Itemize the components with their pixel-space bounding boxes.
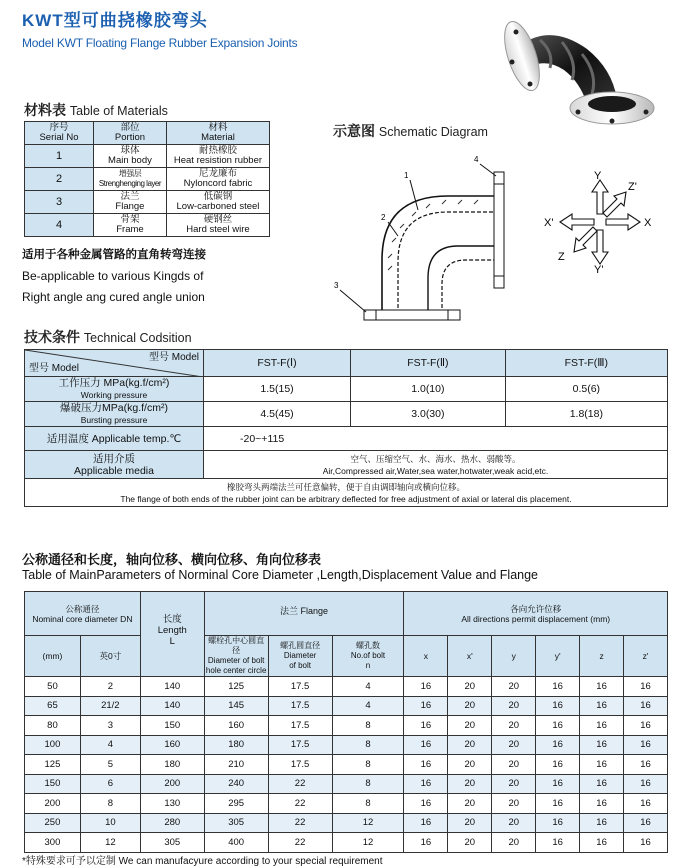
table-row: 工作压力 MPa(kg.f/cm²) Working pressure 1.5(15) 1.0(10) 0.5(6) [25, 377, 668, 402]
svg-text:Z': Z' [628, 181, 637, 193]
table-row: 4 骨架 Frame 硬钢丝 Hard steel wire [25, 214, 270, 237]
table-cell: 17.5 [268, 677, 332, 697]
table-cell: 160 [204, 716, 268, 736]
table-cell: 20 [448, 735, 492, 755]
table-cell: 17.5 [268, 696, 332, 716]
table-cell: 100 [25, 735, 81, 755]
table-cell: 20 [448, 813, 492, 833]
table-cell: 20 [448, 794, 492, 814]
table-cell: 6 [80, 774, 140, 794]
table-row [25, 677, 668, 697]
table-cell: 8 [332, 794, 404, 814]
materials-table [24, 121, 270, 237]
axes-icon [544, 170, 656, 274]
table-row [25, 833, 668, 853]
technical-table [24, 349, 668, 507]
table-cell: 140 [140, 677, 204, 697]
table-cell: 16 [536, 813, 580, 833]
table-cell: 150 [25, 774, 81, 794]
table-cell: 21/2 [80, 696, 140, 716]
svg-text:Y': Y' [594, 264, 604, 274]
table-cell: 3 [80, 716, 140, 736]
table-cell: 240 [204, 774, 268, 794]
table-cell: 16 [580, 833, 624, 853]
table-cell: 16 [536, 696, 580, 716]
table-cell: 16 [404, 716, 448, 736]
table-cell: 305 [204, 813, 268, 833]
col-portion: 部位 Portion [94, 122, 167, 145]
model-col-1: FST-F(Ⅰ) [204, 350, 351, 377]
table-cell: 8 [332, 716, 404, 736]
schematic-heading: 示意图 Schematic Diagram [333, 123, 488, 139]
table-cell: 20 [448, 696, 492, 716]
table-row: 1 球体 Main body 耐热橡胶 Heat resistion rubber [25, 145, 270, 168]
model-corner-cell: 型号 Model 型号 Model [25, 350, 204, 377]
technical-heading: 技术条件 Technical Codsition [24, 329, 192, 345]
callout-1: 1 [404, 171, 409, 180]
table-cell: 250 [25, 813, 81, 833]
table-cell: 125 [25, 755, 81, 775]
table-cell: 16 [624, 833, 668, 853]
table-row: 适用温度 Applicable temp.℃ -20~+115 [25, 427, 668, 451]
svg-text:Y: Y [594, 170, 602, 182]
table-cell: 125 [204, 677, 268, 697]
table-row [25, 735, 668, 755]
table-cell: 16 [580, 774, 624, 794]
table-cell: 16 [580, 755, 624, 775]
table-cell: 16 [580, 735, 624, 755]
table-cell: 180 [204, 735, 268, 755]
table-cell: 16 [536, 774, 580, 794]
schematic-diagram [326, 150, 526, 330]
table-cell: 16 [404, 755, 448, 775]
table-cell: 20 [448, 833, 492, 853]
footnote: *特殊要求可予以定制 We can manufacyure according to your special requirement [22, 856, 383, 867]
table-cell: 17.5 [268, 735, 332, 755]
table-row: 适用介质 Applicable media 空气、压缩空气、水、海水、热水、弱酸等。 Air,Compressed air,Water,sea water,hotwater,weak acid,etc. [25, 451, 668, 479]
table-cell: 4 [332, 696, 404, 716]
table-cell: 16 [624, 716, 668, 736]
table-cell: 8 [332, 774, 404, 794]
table-cell: 200 [25, 794, 81, 814]
table-cell: 16 [624, 774, 668, 794]
table-cell: 180 [140, 755, 204, 775]
table-cell: 22 [268, 813, 332, 833]
callout-2: 2 [381, 213, 386, 222]
table-cell: 12 [332, 813, 404, 833]
table-cell: 20 [492, 677, 536, 697]
table-row [25, 794, 668, 814]
table-cell: 16 [404, 833, 448, 853]
table-row [25, 696, 668, 716]
table-row [25, 813, 668, 833]
main-params-table: 公称通径 Nominal core diameter DN 长度 Length L 法兰 Flange 各向允许位移 All directions permit displacement (mm) (mm) 英0寸 螺栓孔中心圆直径 Diameter of bolt hole center circle 螺孔圆直径 Diameter of bolt 螺孔数 No.of bolt n x x' y y' z z' 50 2 140 125 17.5 4 16 20 20 16 16 16 65 21/2 140 145 17.5 4 16 20 20 16 16 16 80 3 150 160 17.5 8 16 20 20 16 16 16 100 4 160 180 17.5 8 16 20 20 16 16 16 125 5 180 210 17.5 8 16 20 20 16 16 16 150 6 200 240 22 8 16 20 20 16 16 16 200 8 130 295 22 8 16 20 20 16 16 16 250 10 280 305 22 12 16 20 20 16 16 16 300 12 305 400 22 12 16 20 20 16 16 16 [24, 591, 668, 853]
table-cell: 4 [80, 735, 140, 755]
table-cell: 16 [580, 677, 624, 697]
table-cell: 20 [448, 774, 492, 794]
table-cell: 8 [332, 735, 404, 755]
applicability-text: 适用于各种金属管路的直角转弯连接 Be-applicable to various Kingds of Right angle ang cured angle union [22, 249, 206, 304]
table-cell: 20 [492, 716, 536, 736]
table-cell: 16 [624, 794, 668, 814]
table-cell: 16 [536, 716, 580, 736]
table-cell: 16 [404, 794, 448, 814]
model-col-2: FST-F(Ⅱ) [351, 350, 506, 377]
table-cell: 160 [140, 735, 204, 755]
table-cell: 16 [404, 735, 448, 755]
table-cell: 16 [624, 813, 668, 833]
table-cell: 20 [448, 677, 492, 697]
table-cell: 22 [268, 794, 332, 814]
table-cell: 12 [80, 833, 140, 853]
table-cell: 16 [624, 755, 668, 775]
table-cell: 20 [492, 696, 536, 716]
table-cell: 210 [204, 755, 268, 775]
table-cell: 20 [492, 813, 536, 833]
table-cell: 280 [140, 813, 204, 833]
table-row: 2 增强层 Strenghenging layer 尼龙廉布 Nyloncord fabric [25, 168, 270, 191]
materials-heading: 材料表 Table of Materials [24, 102, 168, 118]
table-cell: 65 [25, 696, 81, 716]
table-cell: 80 [25, 716, 81, 736]
table-cell: 20 [492, 833, 536, 853]
table-cell: 16 [624, 677, 668, 697]
table-cell: 22 [268, 774, 332, 794]
table-cell: 5 [80, 755, 140, 775]
table-cell: 20 [448, 716, 492, 736]
table-cell: 16 [536, 794, 580, 814]
table-cell: 16 [536, 735, 580, 755]
col-serial: 序号 Serial No [25, 122, 94, 145]
table-cell: 16 [536, 833, 580, 853]
table-cell: 16 [580, 696, 624, 716]
table-cell: 305 [140, 833, 204, 853]
table-cell: 8 [80, 794, 140, 814]
callout-4: 4 [474, 155, 479, 164]
table-row [25, 716, 668, 736]
table-cell: 145 [204, 696, 268, 716]
table-cell: 50 [25, 677, 81, 697]
product-photo [492, 4, 666, 132]
svg-text:Z: Z [558, 251, 565, 263]
main-params-heading-cn: 公称通径和长度，轴向位移、横向位移、角向位移表 [22, 552, 322, 567]
table-cell: 12 [332, 833, 404, 853]
table-cell: 2 [80, 677, 140, 697]
table-cell: 10 [80, 813, 140, 833]
table-row: 3 法兰 Flange 低碳钢 Low-carboned steel [25, 191, 270, 214]
table-cell: 16 [624, 735, 668, 755]
table-cell: 16 [404, 696, 448, 716]
callout-3: 3 [334, 281, 339, 290]
table-cell: 20 [492, 735, 536, 755]
table-cell: 22 [268, 833, 332, 853]
table-cell: 20 [448, 755, 492, 775]
table-cell: 16 [536, 677, 580, 697]
table-cell: 300 [25, 833, 81, 853]
table-cell: 16 [404, 677, 448, 697]
table-row: 爆破压力MPa(kg.f/cm²) Bursting pressure 4.5(45) 3.0(30) 1.8(18) [25, 402, 668, 427]
table-cell: 150 [140, 716, 204, 736]
table-row [25, 774, 668, 794]
table-cell: 130 [140, 794, 204, 814]
table-cell: 20 [492, 774, 536, 794]
page-subtitle: Model KWT Floating Flange Rubber Expansion Joints [22, 36, 298, 50]
main-params-heading-en: Table of MainParameters of Norminal Core Diameter ,Length,Displacement Value and Flange [22, 568, 538, 582]
table-cell: 20 [492, 794, 536, 814]
table-cell: 16 [580, 716, 624, 736]
table-cell: 16 [404, 774, 448, 794]
table-cell: 4 [332, 677, 404, 697]
table-cell: 140 [140, 696, 204, 716]
table-cell: 20 [492, 755, 536, 775]
table-cell: 400 [204, 833, 268, 853]
table-cell: 16 [536, 755, 580, 775]
svg-text:X': X' [544, 217, 554, 229]
table-cell: 16 [624, 696, 668, 716]
table-cell: 200 [140, 774, 204, 794]
table-row: 橡胶弯头两端法兰可任意偏转，便于自由调即轴向或横向位移。 The flange of both ends of the rubber joint can be arbitrary deflected for free adjustment of axial or lateral dis placement. [25, 479, 668, 507]
svg-text:X: X [644, 217, 652, 229]
table-row [25, 755, 668, 775]
model-col-3: FST-F(Ⅲ) [505, 350, 667, 377]
col-material: 材料 Material [166, 122, 269, 145]
table-cell: 16 [580, 813, 624, 833]
table-cell: 17.5 [268, 716, 332, 736]
table-cell: 295 [204, 794, 268, 814]
table-cell: 16 [580, 794, 624, 814]
table-cell: 17.5 [268, 755, 332, 775]
table-cell: 16 [404, 813, 448, 833]
table-cell: 8 [332, 755, 404, 775]
page-title: KWT型可曲挠橡胶弯头 [22, 11, 208, 30]
